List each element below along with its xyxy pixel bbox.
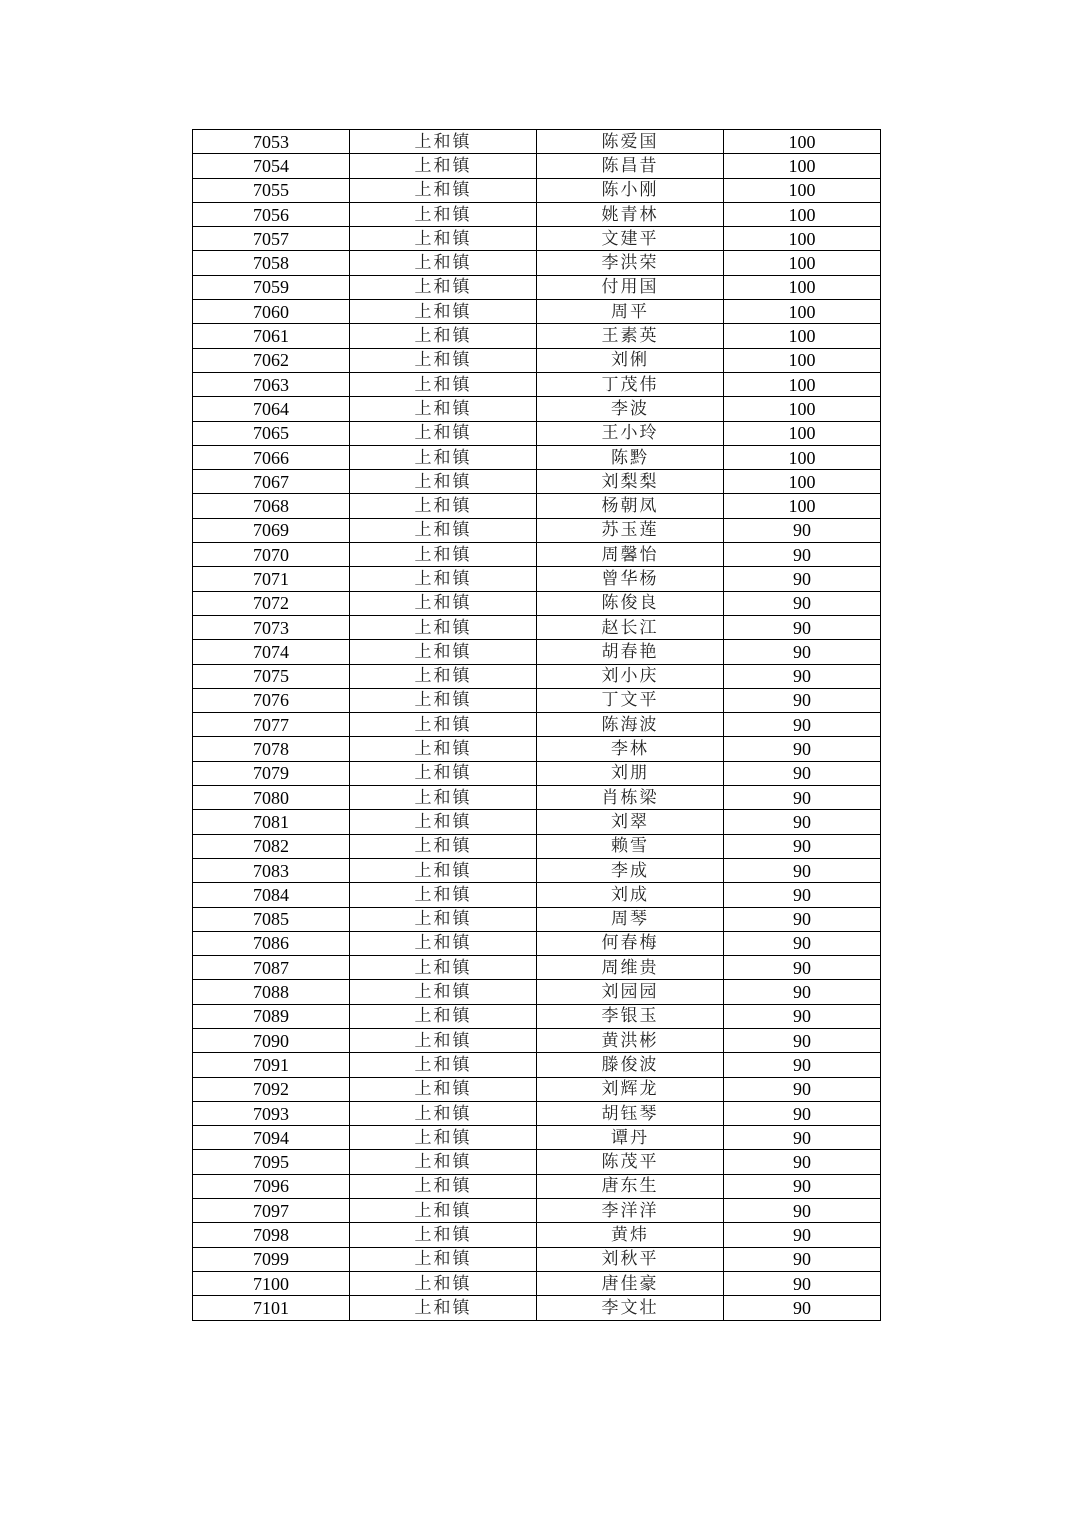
serial-number-cell: 7072 bbox=[193, 591, 350, 615]
amount-cell: 100 bbox=[724, 202, 881, 226]
town-cell: 上和镇 bbox=[350, 567, 537, 591]
town-cell: 上和镇 bbox=[350, 397, 537, 421]
town-cell: 上和镇 bbox=[350, 786, 537, 810]
table-row bbox=[193, 1174, 881, 1198]
serial-number-cell: 7057 bbox=[193, 227, 350, 251]
table-row bbox=[193, 251, 881, 275]
serial-number-cell: 7067 bbox=[193, 470, 350, 494]
table-row bbox=[193, 737, 881, 761]
name-cell: 肖栋梁 bbox=[537, 786, 724, 810]
serial-number-cell: 7064 bbox=[193, 397, 350, 421]
name-cell: 胡春艳 bbox=[537, 640, 724, 664]
amount-cell: 90 bbox=[724, 1199, 881, 1223]
table-row bbox=[193, 688, 881, 712]
amount-cell: 90 bbox=[724, 737, 881, 761]
serial-number-cell: 7070 bbox=[193, 543, 350, 567]
amount-cell: 90 bbox=[724, 713, 881, 737]
table-row bbox=[193, 907, 881, 931]
name-cell: 赵长江 bbox=[537, 615, 724, 639]
serial-number-cell: 7060 bbox=[193, 300, 350, 324]
amount-cell: 90 bbox=[724, 640, 881, 664]
table-row bbox=[193, 1223, 881, 1247]
town-cell: 上和镇 bbox=[350, 1126, 537, 1150]
table-row bbox=[193, 1150, 881, 1174]
town-cell: 上和镇 bbox=[350, 372, 537, 396]
amount-cell: 90 bbox=[724, 834, 881, 858]
name-cell: 滕俊波 bbox=[537, 1053, 724, 1077]
table-row bbox=[193, 883, 881, 907]
amount-cell: 90 bbox=[724, 591, 881, 615]
serial-number-cell: 7099 bbox=[193, 1247, 350, 1271]
name-cell: 赖雪 bbox=[537, 834, 724, 858]
amount-cell: 100 bbox=[724, 227, 881, 251]
amount-cell: 100 bbox=[724, 470, 881, 494]
table-row bbox=[193, 300, 881, 324]
table-row bbox=[193, 1053, 881, 1077]
name-cell: 文建平 bbox=[537, 227, 724, 251]
amount-cell: 100 bbox=[724, 348, 881, 372]
table-row bbox=[193, 348, 881, 372]
town-cell: 上和镇 bbox=[350, 1296, 537, 1320]
town-cell: 上和镇 bbox=[350, 1101, 537, 1125]
table-row bbox=[193, 664, 881, 688]
serial-number-cell: 7061 bbox=[193, 324, 350, 348]
table-row bbox=[193, 834, 881, 858]
serial-number-cell: 7065 bbox=[193, 421, 350, 445]
town-cell: 上和镇 bbox=[350, 591, 537, 615]
town-cell: 上和镇 bbox=[350, 858, 537, 882]
name-cell: 刘梨梨 bbox=[537, 470, 724, 494]
table-row bbox=[193, 1028, 881, 1052]
table-row bbox=[193, 810, 881, 834]
serial-number-cell: 7100 bbox=[193, 1271, 350, 1295]
amount-cell: 90 bbox=[724, 810, 881, 834]
town-cell: 上和镇 bbox=[350, 664, 537, 688]
town-cell: 上和镇 bbox=[350, 810, 537, 834]
serial-number-cell: 7079 bbox=[193, 761, 350, 785]
town-cell: 上和镇 bbox=[350, 1004, 537, 1028]
table-row bbox=[193, 397, 881, 421]
name-cell: 黄洪彬 bbox=[537, 1028, 724, 1052]
serial-number-cell: 7073 bbox=[193, 615, 350, 639]
amount-cell: 90 bbox=[724, 786, 881, 810]
table-row bbox=[193, 470, 881, 494]
amount-cell: 90 bbox=[724, 1174, 881, 1198]
serial-number-cell: 7055 bbox=[193, 178, 350, 202]
serial-number-cell: 7085 bbox=[193, 907, 350, 931]
name-cell: 刘秋平 bbox=[537, 1247, 724, 1271]
town-cell: 上和镇 bbox=[350, 227, 537, 251]
town-cell: 上和镇 bbox=[350, 640, 537, 664]
serial-number-cell: 7083 bbox=[193, 858, 350, 882]
name-cell: 陈海波 bbox=[537, 713, 724, 737]
name-cell: 陈俊良 bbox=[537, 591, 724, 615]
name-cell: 王素英 bbox=[537, 324, 724, 348]
table-row bbox=[193, 372, 881, 396]
town-cell: 上和镇 bbox=[350, 445, 537, 469]
amount-cell: 90 bbox=[724, 883, 881, 907]
town-cell: 上和镇 bbox=[350, 130, 537, 154]
table-row bbox=[193, 567, 881, 591]
table-row bbox=[193, 518, 881, 542]
table-row bbox=[193, 591, 881, 615]
serial-number-cell: 7094 bbox=[193, 1126, 350, 1150]
name-cell: 李银玉 bbox=[537, 1004, 724, 1028]
name-cell: 周琴 bbox=[537, 907, 724, 931]
amount-cell: 90 bbox=[724, 980, 881, 1004]
name-cell: 刘俐 bbox=[537, 348, 724, 372]
serial-number-cell: 7078 bbox=[193, 737, 350, 761]
table-row bbox=[193, 786, 881, 810]
table-row bbox=[193, 543, 881, 567]
table-row bbox=[193, 494, 881, 518]
amount-cell: 90 bbox=[724, 1223, 881, 1247]
name-cell: 刘小庆 bbox=[537, 664, 724, 688]
serial-number-cell: 7059 bbox=[193, 275, 350, 299]
town-cell: 上和镇 bbox=[350, 713, 537, 737]
name-cell: 李洋洋 bbox=[537, 1199, 724, 1223]
serial-number-cell: 7093 bbox=[193, 1101, 350, 1125]
serial-number-cell: 7082 bbox=[193, 834, 350, 858]
amount-cell: 100 bbox=[724, 372, 881, 396]
serial-number-cell: 7069 bbox=[193, 518, 350, 542]
amount-cell: 90 bbox=[724, 1101, 881, 1125]
name-cell: 刘朋 bbox=[537, 761, 724, 785]
amount-cell: 90 bbox=[724, 688, 881, 712]
table-row bbox=[193, 761, 881, 785]
serial-number-cell: 7075 bbox=[193, 664, 350, 688]
town-cell: 上和镇 bbox=[350, 421, 537, 445]
town-cell: 上和镇 bbox=[350, 688, 537, 712]
town-cell: 上和镇 bbox=[350, 1271, 537, 1295]
table-row bbox=[193, 956, 881, 980]
amount-cell: 90 bbox=[724, 1126, 881, 1150]
name-cell: 何春梅 bbox=[537, 931, 724, 955]
name-cell: 陈茂平 bbox=[537, 1150, 724, 1174]
serial-number-cell: 7063 bbox=[193, 372, 350, 396]
name-cell: 曾华杨 bbox=[537, 567, 724, 591]
serial-number-cell: 7076 bbox=[193, 688, 350, 712]
table-row bbox=[193, 858, 881, 882]
name-cell: 付用国 bbox=[537, 275, 724, 299]
table-row bbox=[193, 324, 881, 348]
town-cell: 上和镇 bbox=[350, 907, 537, 931]
town-cell: 上和镇 bbox=[350, 883, 537, 907]
amount-cell: 90 bbox=[724, 858, 881, 882]
name-cell: 姚青林 bbox=[537, 202, 724, 226]
table-row bbox=[193, 445, 881, 469]
serial-number-cell: 7071 bbox=[193, 567, 350, 591]
town-cell: 上和镇 bbox=[350, 324, 537, 348]
serial-number-cell: 7086 bbox=[193, 931, 350, 955]
name-cell: 丁文平 bbox=[537, 688, 724, 712]
name-cell: 刘成 bbox=[537, 883, 724, 907]
table-row bbox=[193, 202, 881, 226]
table-row bbox=[193, 1101, 881, 1125]
amount-cell: 100 bbox=[724, 445, 881, 469]
table-row bbox=[193, 1296, 881, 1320]
serial-number-cell: 7056 bbox=[193, 202, 350, 226]
table-row bbox=[193, 640, 881, 664]
amount-cell: 100 bbox=[724, 494, 881, 518]
name-cell: 周馨怡 bbox=[537, 543, 724, 567]
name-cell: 谭丹 bbox=[537, 1126, 724, 1150]
serial-number-cell: 7095 bbox=[193, 1150, 350, 1174]
amount-cell: 90 bbox=[724, 1296, 881, 1320]
table-row bbox=[193, 713, 881, 737]
serial-number-cell: 7097 bbox=[193, 1199, 350, 1223]
name-cell: 李波 bbox=[537, 397, 724, 421]
amount-cell: 90 bbox=[724, 1247, 881, 1271]
amount-cell: 90 bbox=[724, 1053, 881, 1077]
serial-number-cell: 7089 bbox=[193, 1004, 350, 1028]
town-cell: 上和镇 bbox=[350, 202, 537, 226]
town-cell: 上和镇 bbox=[350, 178, 537, 202]
town-cell: 上和镇 bbox=[350, 834, 537, 858]
serial-number-cell: 7087 bbox=[193, 956, 350, 980]
name-cell: 周平 bbox=[537, 300, 724, 324]
roster-table bbox=[192, 129, 881, 1321]
town-cell: 上和镇 bbox=[350, 1053, 537, 1077]
amount-cell: 90 bbox=[724, 956, 881, 980]
name-cell: 刘园园 bbox=[537, 980, 724, 1004]
town-cell: 上和镇 bbox=[350, 931, 537, 955]
roster-table-body bbox=[193, 130, 881, 1321]
town-cell: 上和镇 bbox=[350, 761, 537, 785]
serial-number-cell: 7077 bbox=[193, 713, 350, 737]
name-cell: 周维贵 bbox=[537, 956, 724, 980]
town-cell: 上和镇 bbox=[350, 518, 537, 542]
name-cell: 陈黔 bbox=[537, 445, 724, 469]
name-cell: 陈爱国 bbox=[537, 130, 724, 154]
amount-cell: 100 bbox=[724, 275, 881, 299]
serial-number-cell: 7090 bbox=[193, 1028, 350, 1052]
amount-cell: 90 bbox=[724, 761, 881, 785]
amount-cell: 100 bbox=[724, 324, 881, 348]
name-cell: 苏玉莲 bbox=[537, 518, 724, 542]
name-cell: 李文壮 bbox=[537, 1296, 724, 1320]
town-cell: 上和镇 bbox=[350, 1028, 537, 1052]
serial-number-cell: 7058 bbox=[193, 251, 350, 275]
amount-cell: 90 bbox=[724, 1271, 881, 1295]
town-cell: 上和镇 bbox=[350, 154, 537, 178]
town-cell: 上和镇 bbox=[350, 300, 537, 324]
name-cell: 陈昌昔 bbox=[537, 154, 724, 178]
amount-cell: 100 bbox=[724, 154, 881, 178]
town-cell: 上和镇 bbox=[350, 494, 537, 518]
town-cell: 上和镇 bbox=[350, 275, 537, 299]
table-row bbox=[193, 1126, 881, 1150]
amount-cell: 90 bbox=[724, 543, 881, 567]
serial-number-cell: 7091 bbox=[193, 1053, 350, 1077]
serial-number-cell: 7080 bbox=[193, 786, 350, 810]
table-row bbox=[193, 275, 881, 299]
table-row bbox=[193, 1077, 881, 1101]
name-cell: 杨朝凤 bbox=[537, 494, 724, 518]
name-cell: 唐佳豪 bbox=[537, 1271, 724, 1295]
serial-number-cell: 7081 bbox=[193, 810, 350, 834]
serial-number-cell: 7101 bbox=[193, 1296, 350, 1320]
amount-cell: 90 bbox=[724, 907, 881, 931]
name-cell: 胡钰琴 bbox=[537, 1101, 724, 1125]
town-cell: 上和镇 bbox=[350, 737, 537, 761]
serial-number-cell: 7066 bbox=[193, 445, 350, 469]
table-row bbox=[193, 615, 881, 639]
town-cell: 上和镇 bbox=[350, 1174, 537, 1198]
amount-cell: 90 bbox=[724, 1150, 881, 1174]
table-row bbox=[193, 130, 881, 154]
amount-cell: 90 bbox=[724, 664, 881, 688]
table-row bbox=[193, 227, 881, 251]
amount-cell: 100 bbox=[724, 421, 881, 445]
serial-number-cell: 7096 bbox=[193, 1174, 350, 1198]
town-cell: 上和镇 bbox=[350, 251, 537, 275]
table-row bbox=[193, 178, 881, 202]
amount-cell: 100 bbox=[724, 130, 881, 154]
town-cell: 上和镇 bbox=[350, 615, 537, 639]
amount-cell: 90 bbox=[724, 1004, 881, 1028]
amount-cell: 100 bbox=[724, 300, 881, 324]
name-cell: 李成 bbox=[537, 858, 724, 882]
town-cell: 上和镇 bbox=[350, 1223, 537, 1247]
town-cell: 上和镇 bbox=[350, 470, 537, 494]
town-cell: 上和镇 bbox=[350, 956, 537, 980]
serial-number-cell: 7084 bbox=[193, 883, 350, 907]
serial-number-cell: 7062 bbox=[193, 348, 350, 372]
town-cell: 上和镇 bbox=[350, 1077, 537, 1101]
town-cell: 上和镇 bbox=[350, 1247, 537, 1271]
name-cell: 唐东生 bbox=[537, 1174, 724, 1198]
serial-number-cell: 7098 bbox=[193, 1223, 350, 1247]
amount-cell: 90 bbox=[724, 931, 881, 955]
amount-cell: 100 bbox=[724, 397, 881, 421]
serial-number-cell: 7074 bbox=[193, 640, 350, 664]
town-cell: 上和镇 bbox=[350, 348, 537, 372]
amount-cell: 90 bbox=[724, 518, 881, 542]
amount-cell: 100 bbox=[724, 251, 881, 275]
name-cell: 李林 bbox=[537, 737, 724, 761]
table-row bbox=[193, 1271, 881, 1295]
town-cell: 上和镇 bbox=[350, 980, 537, 1004]
amount-cell: 90 bbox=[724, 1028, 881, 1052]
table-row bbox=[193, 1199, 881, 1223]
amount-cell: 100 bbox=[724, 178, 881, 202]
name-cell: 丁茂伟 bbox=[537, 372, 724, 396]
serial-number-cell: 7053 bbox=[193, 130, 350, 154]
table-row bbox=[193, 421, 881, 445]
serial-number-cell: 7054 bbox=[193, 154, 350, 178]
town-cell: 上和镇 bbox=[350, 1199, 537, 1223]
town-cell: 上和镇 bbox=[350, 543, 537, 567]
table-row bbox=[193, 154, 881, 178]
table-row bbox=[193, 980, 881, 1004]
town-cell: 上和镇 bbox=[350, 1150, 537, 1174]
serial-number-cell: 7068 bbox=[193, 494, 350, 518]
name-cell: 刘翠 bbox=[537, 810, 724, 834]
name-cell: 刘辉龙 bbox=[537, 1077, 724, 1101]
amount-cell: 90 bbox=[724, 1077, 881, 1101]
name-cell: 李洪荣 bbox=[537, 251, 724, 275]
table-row bbox=[193, 1247, 881, 1271]
table-row bbox=[193, 931, 881, 955]
name-cell: 黄炜 bbox=[537, 1223, 724, 1247]
serial-number-cell: 7092 bbox=[193, 1077, 350, 1101]
amount-cell: 90 bbox=[724, 615, 881, 639]
name-cell: 陈小刚 bbox=[537, 178, 724, 202]
amount-cell: 90 bbox=[724, 567, 881, 591]
name-cell: 王小玲 bbox=[537, 421, 724, 445]
table-row bbox=[193, 1004, 881, 1028]
serial-number-cell: 7088 bbox=[193, 980, 350, 1004]
